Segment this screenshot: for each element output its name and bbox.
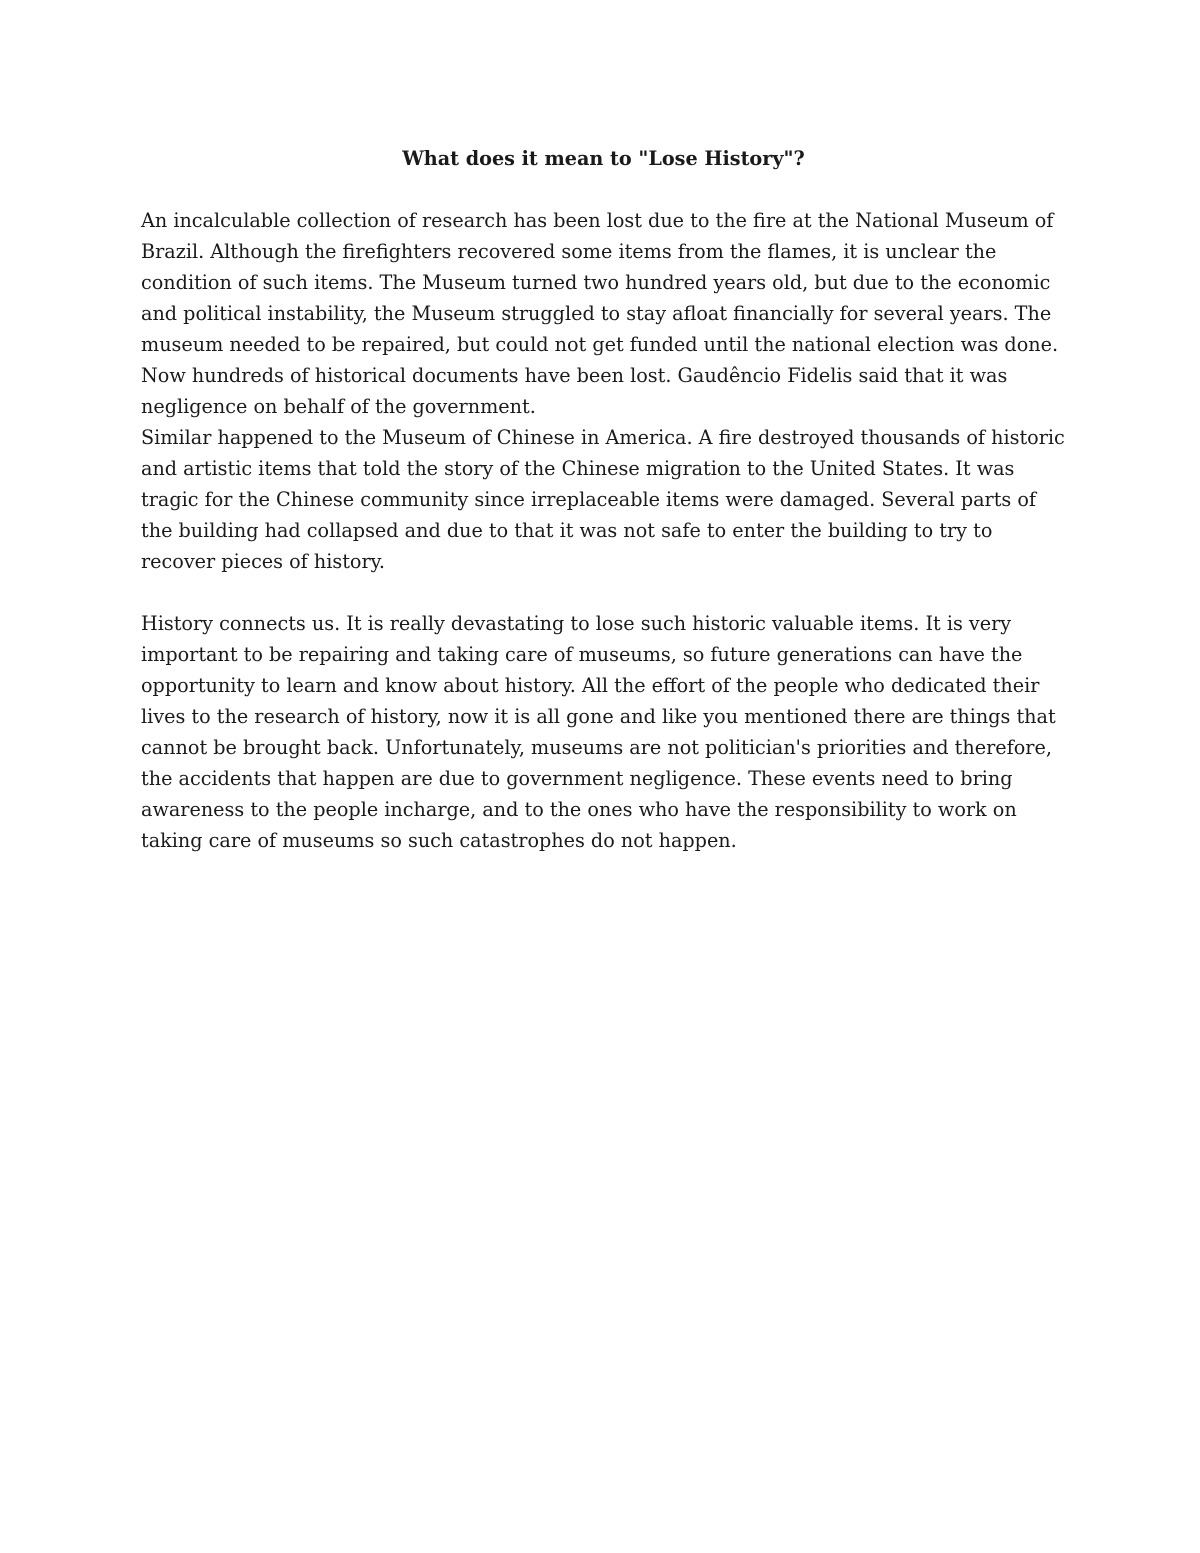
- document-body: [141, 143, 1066, 856]
- paragraph-chinese-museum: Similar happened to the Museum of Chinese in America. A fire destroyed thousands of historic and artistic items that told the story of the Chinese migration to the United States. It was tragic for the Chinese community since irreplaceable items were damaged. Several parts of the building had collapsed and due to that it was not safe to enter the building to try to recover pieces of history.: [141, 426, 1065, 573]
- paragraph-conclusion: History connects us. It is really devastating to lose such historic valuable items. It is very important to be repairing and taking care of museums, so future generations can have the opportunity to learn and know about history. All the effort of the people who dedicated their lives to the research of history, now it is all gone and like you mentioned there are things that cannot be brought back. Unfortunately, museums are not politician's priorities and therefore, the accidents that happen are due to government negligence. These events need to bring awareness to the people incharge, and to the ones who have the responsibility to work on taking care of museums so such catastrophes do not happen.: [141, 612, 1056, 852]
- paragraph-brazil-museum: An incalculable collection of research has been lost due to the fire at the National Museum of Brazil. Although the firefighters recovered some items from the flames, it is unclear the condition of such items. The Museum turned two hundred years old, but due to the economic and political instability, the Museum struggled to stay afloat financially for several years. The museum needed to be repaired, but could not get funded until the national election was done. Now hundreds of historical documents have been lost. Gaudêncio Fidelis said that it was negligence on behalf of the government.: [141, 209, 1059, 418]
- document-title: What does it mean to "Lose History"?: [402, 147, 805, 170]
- paragraph-gap: [141, 577, 1066, 608]
